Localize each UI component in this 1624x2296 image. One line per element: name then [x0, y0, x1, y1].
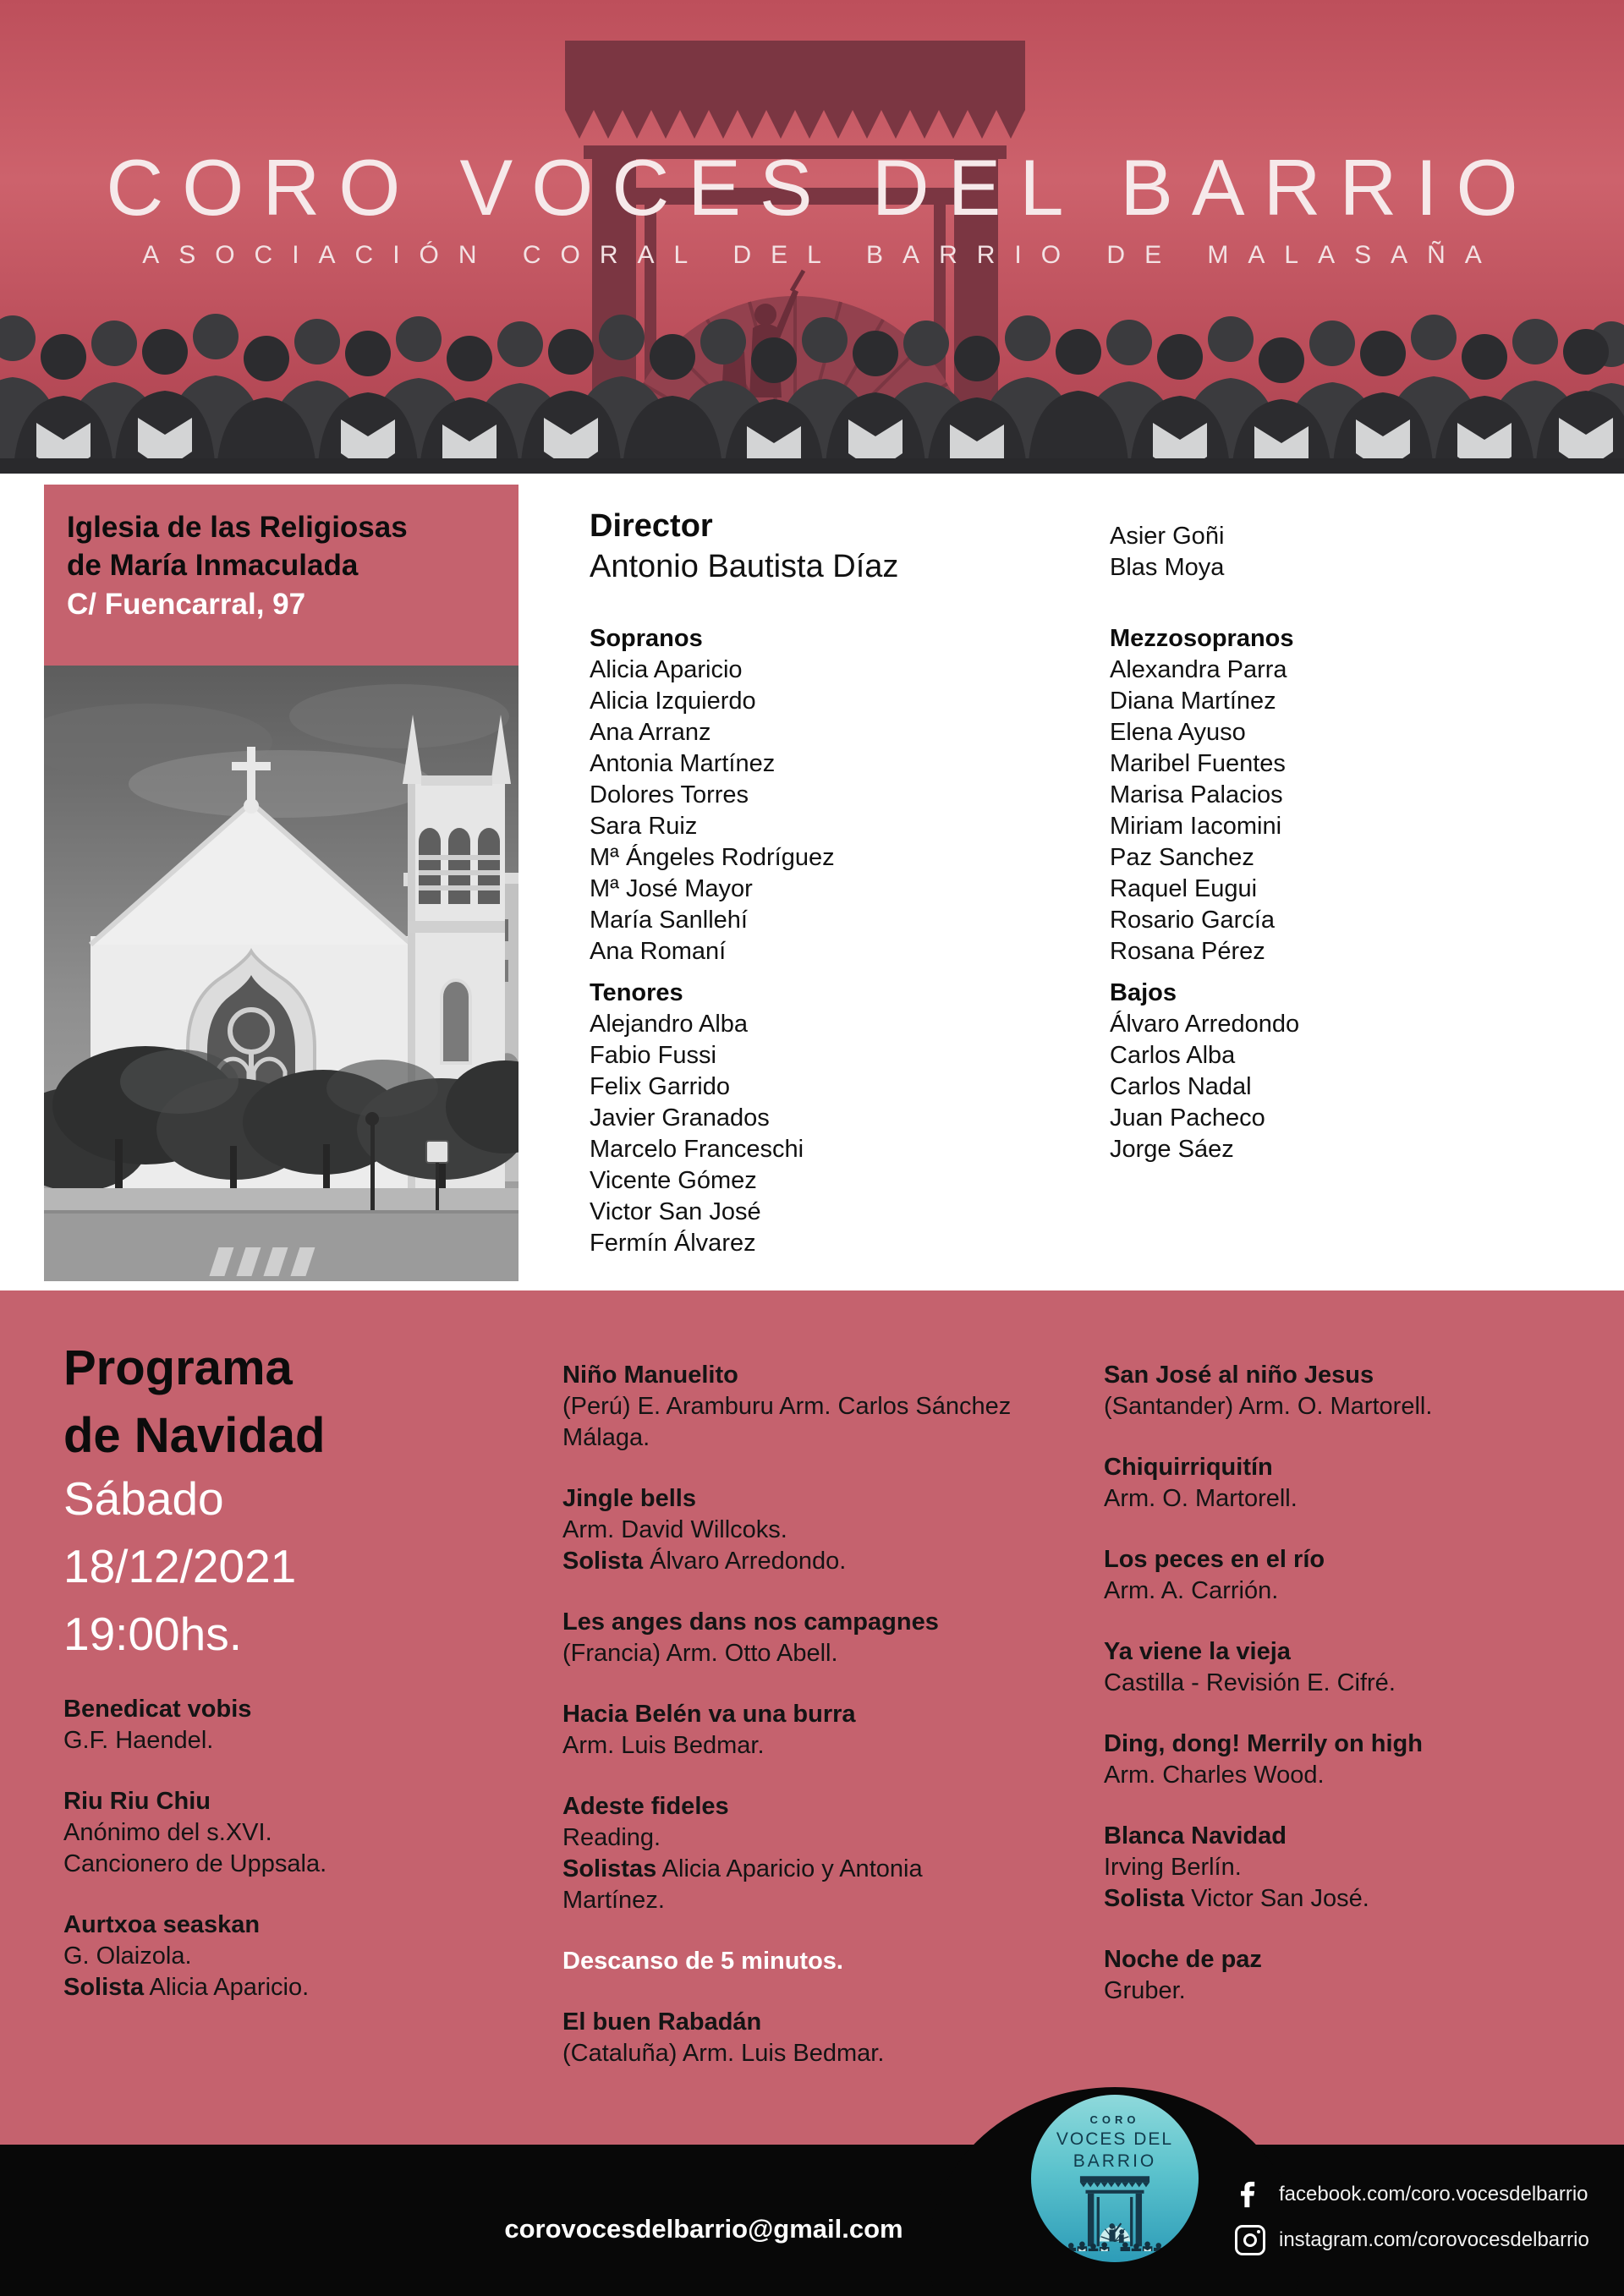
program-item	[562, 2007, 1045, 2069]
detail-segment: Solistas	[562, 1855, 657, 1882]
program-item	[562, 1946, 1045, 1977]
detail-segment: Cancionero de Uppsala.	[63, 1850, 327, 1877]
logo-text-voces-del: VOCES DEL	[1056, 2129, 1174, 2149]
director-label: Director	[590, 508, 713, 544]
detail-segment: Alicia Aparicio y Antonia	[656, 1855, 923, 1882]
choir-logo	[1031, 2095, 1199, 2262]
facebook-icon	[1233, 2178, 1267, 2211]
singer-name: Diana Martínez	[1110, 688, 1276, 715]
program-item	[1104, 1729, 1586, 1791]
detail-segment: (Santander) Arm. O. Martorell.	[1104, 1393, 1433, 1420]
detail-segment: (Francia) Arm. Otto Abell.	[562, 1640, 838, 1667]
program-detail-line	[562, 2038, 1045, 2069]
detail-segment: Arm. Luis Bedmar.	[562, 1732, 765, 1759]
program-piece-title: Les anges dans nos campagnes	[562, 1608, 939, 1636]
singer-name: Carlos Nadal	[1110, 1073, 1252, 1100]
program-detail-line	[562, 1885, 1045, 1916]
singer-name: Mª Ángeles Rodríguez	[590, 844, 835, 871]
singer-name: Ana Romaní	[590, 938, 727, 965]
program-piece-title: Aurtxoa seaskan	[63, 1911, 261, 1938]
program-detail-line	[562, 1730, 1045, 1762]
program-detail-line	[562, 1546, 1045, 1577]
program-detail-line	[1104, 1575, 1586, 1607]
detail-segment: Reading.	[562, 1824, 661, 1851]
instagram-icon	[1233, 2223, 1267, 2257]
singer-name: Marisa Palacios	[1110, 781, 1283, 808]
page-title: CORO VOCES DEL BARRIO	[106, 143, 1537, 232]
logo-text-barrio: BARRIO	[1073, 2151, 1157, 2171]
facebook-link[interactable]	[1233, 2175, 1588, 2214]
program-column-1	[63, 1694, 546, 2033]
program-date-line: 18/12/2021	[63, 1540, 297, 1592]
detail-segment: Solista	[63, 1974, 145, 2001]
section-tenores	[590, 978, 1063, 1259]
detail-segment: Victor San José.	[1184, 1885, 1369, 1912]
singer-name: Maribel Fuentes	[1110, 750, 1286, 777]
program-piece-title: Blanca Navidad	[1104, 1822, 1287, 1849]
detail-segment: Álvaro Arredondo.	[643, 1548, 847, 1575]
singer-name: Blas Moya	[1110, 554, 1225, 581]
logo-door-icon	[1051, 2173, 1178, 2251]
detail-segment: G. Olaizola.	[63, 1943, 192, 1970]
program-detail-line	[562, 1515, 1045, 1546]
detail-segment: Arm. Charles Wood.	[1104, 1762, 1325, 1789]
program-item	[1104, 1544, 1586, 1607]
detail-segment: Gruber.	[1104, 1977, 1186, 2004]
contact-email[interactable]: corovocesdelbarrio@gmail.com	[504, 2214, 903, 2244]
program-piece-title: Riu Riu Chiu	[63, 1788, 211, 1815]
section-sopranos	[590, 623, 1063, 967]
program-piece-title: Los peces en el río	[1104, 1546, 1325, 1573]
program-piece-title: Niño Manuelito	[562, 1362, 738, 1389]
singer-name: Sara Ruiz	[590, 813, 698, 840]
program-detail-line	[1104, 1852, 1586, 1883]
singer-name: Alicia Aparicio	[590, 656, 743, 683]
detail-segment: Solista	[562, 1548, 644, 1575]
program-item	[562, 1360, 1045, 1454]
singer-name: Juan Pacheco	[1110, 1104, 1265, 1132]
singer-name: Elena Ayuso	[1110, 719, 1246, 746]
singer-name: Álvaro Arredondo	[1110, 1011, 1300, 1038]
director-block	[590, 506, 898, 587]
program-item	[562, 1607, 1045, 1669]
detail-segment: G.F. Haendel.	[63, 1727, 214, 1754]
singer-name: María Sanllehí	[590, 907, 748, 934]
singer-name: Mª José Mayor	[590, 875, 753, 902]
singer-name: Felix Garrido	[590, 1073, 730, 1100]
program-detail-line	[1104, 1760, 1586, 1791]
venue-address: C/ Fuencarral, 97	[67, 588, 306, 621]
facebook-url: facebook.com/coro.vocesdelbarrio	[1279, 2183, 1588, 2206]
program-piece-title: Ding, dong! Merrily on high	[1104, 1730, 1423, 1757]
director-name: Antonio Bautista Díaz	[590, 549, 899, 584]
program-piece-title: Jingle bells	[562, 1485, 696, 1512]
program-item	[1104, 1944, 1586, 2007]
detail-segment: Anónimo del s.XVI.	[63, 1819, 272, 1846]
program-detail-line	[562, 1391, 1045, 1422]
voice-section-label: Bajos	[1110, 979, 1177, 1006]
detail-segment: Málaga.	[562, 1424, 650, 1451]
program-column-2	[562, 1360, 1045, 2099]
program-item	[562, 1699, 1045, 1762]
venue-name-line2: de María Inmaculada	[67, 549, 359, 582]
instagram-url: instagram.com/corovocesdelbarrio	[1279, 2228, 1589, 2251]
program-item	[63, 1786, 546, 1880]
program-detail-line	[562, 1854, 1045, 1885]
program-title	[63, 1334, 325, 1470]
extra-singer-names	[1110, 521, 1224, 584]
singer-name: Raquel Eugui	[1110, 875, 1258, 902]
voice-section-label: Sopranos	[590, 625, 703, 652]
program-detail-line	[63, 1725, 546, 1756]
detail-segment: (Perú) E. Aramburu Arm. Carlos Sánchez	[562, 1393, 1012, 1420]
singer-name: Paz Sanchez	[1110, 844, 1254, 871]
singer-name: Jorge Sáez	[1110, 1136, 1234, 1163]
instagram-link[interactable]	[1233, 2221, 1589, 2260]
singer-name: Alejandro Alba	[590, 1011, 749, 1038]
singer-name: Asier Goñi	[1110, 523, 1225, 550]
section-mezzosopranos	[1110, 623, 1583, 967]
singer-name: Rosario García	[1110, 907, 1276, 934]
program-piece-title: San José al niño Jesus	[1104, 1362, 1374, 1389]
program-detail-line	[562, 1422, 1045, 1454]
program-piece-title: Chiquirriquitín	[1104, 1454, 1273, 1481]
program-piece-title: El buen Rabadán	[562, 2008, 762, 2036]
program-item	[562, 1791, 1045, 1916]
singer-name: Carlos Alba	[1110, 1042, 1236, 1069]
church-photo	[44, 666, 518, 1281]
program-title-line1: Programa	[63, 1340, 293, 1395]
detail-segment: Solista	[1104, 1885, 1185, 1912]
singer-name: Fabio Fussi	[590, 1042, 716, 1069]
logo-text-coro: CORO	[1089, 2113, 1140, 2126]
singer-name: Fermín Álvarez	[590, 1230, 756, 1257]
program-piece-title: Noche de paz	[1104, 1946, 1262, 1973]
program-detail-line	[63, 1849, 546, 1880]
detail-segment: Arm. David Willcoks.	[562, 1516, 787, 1543]
program-detail-line	[562, 1822, 1045, 1854]
singer-name: Vicente Gómez	[590, 1167, 757, 1194]
program-piece-title: Descanso de 5 minutos.	[562, 1948, 843, 1975]
section-bajos	[1110, 978, 1583, 1165]
program-piece-title: Adeste fideles	[562, 1793, 729, 1820]
program-item	[63, 1910, 546, 2003]
program-detail-line	[1104, 1668, 1586, 1699]
program-date-line: Sábado	[63, 1472, 224, 1525]
program-detail-line	[63, 1817, 546, 1849]
singer-name: Rosana Pérez	[1110, 938, 1265, 965]
detail-segment: (Cataluña) Arm. Luis Bedmar.	[562, 2040, 885, 2067]
program-piece-title: Ya viene la vieja	[1104, 1638, 1291, 1665]
singer-name: Antonia Martínez	[590, 750, 776, 777]
detail-segment: Martínez.	[562, 1887, 665, 1914]
venue-name-line1: Iglesia de las Religiosas	[67, 511, 408, 544]
singer-name: Ana Arranz	[590, 719, 711, 746]
program-datetime	[63, 1465, 296, 1668]
program-detail-line	[63, 1972, 546, 2003]
program-piece-title: Hacia Belén va una burra	[562, 1701, 856, 1728]
singer-name: Dolores Torres	[590, 781, 749, 808]
page-subtitle: ASOCIACIÓN CORAL DEL BARRIO DE MALASAÑA	[142, 241, 1501, 269]
singer-name: Marcelo Franceschi	[590, 1136, 804, 1163]
singer-name: Alexandra Parra	[1110, 656, 1287, 683]
detail-segment: Arm. O. Martorell.	[1104, 1485, 1298, 1512]
venue-box	[44, 485, 518, 666]
program-piece-title: Benedicat vobis	[63, 1696, 252, 1723]
program-detail-line	[1104, 1975, 1586, 2007]
singer-name: Victor San José	[590, 1198, 761, 1225]
detail-segment: Arm. A. Carrión.	[1104, 1577, 1279, 1604]
program-detail-line	[63, 1941, 546, 1972]
program-detail-line	[1104, 1391, 1586, 1422]
header-banner	[0, 0, 1624, 474]
program-item	[1104, 1452, 1586, 1515]
program-item	[1104, 1821, 1586, 1915]
choir-silhouettes	[0, 313, 1624, 474]
voice-section-label: Mezzosopranos	[1110, 625, 1294, 652]
detail-segment: Castilla - Revisión E. Cifré.	[1104, 1669, 1396, 1696]
detail-segment: Alicia Aparicio.	[144, 1974, 310, 2001]
singer-name: Miriam Iacomini	[1110, 813, 1282, 840]
detail-segment: Irving Berlín.	[1104, 1854, 1242, 1881]
program-detail-line	[1104, 1883, 1586, 1915]
program-section	[0, 1290, 1624, 2145]
program-column-3	[1104, 1360, 1586, 2036]
program-title-line2: de Navidad	[63, 1408, 326, 1463]
program-item	[63, 1694, 546, 1756]
voice-section-label: Tenores	[590, 979, 683, 1006]
singer-name: Alicia Izquierdo	[590, 688, 756, 715]
program-item	[1104, 1636, 1586, 1699]
program-detail-line	[562, 1638, 1045, 1669]
program-detail-line	[1104, 1483, 1586, 1515]
program-item	[562, 1483, 1045, 1577]
singer-name: Javier Granados	[590, 1104, 770, 1132]
program-item	[1104, 1360, 1586, 1422]
program-date-line: 19:00hs.	[63, 1608, 243, 1660]
